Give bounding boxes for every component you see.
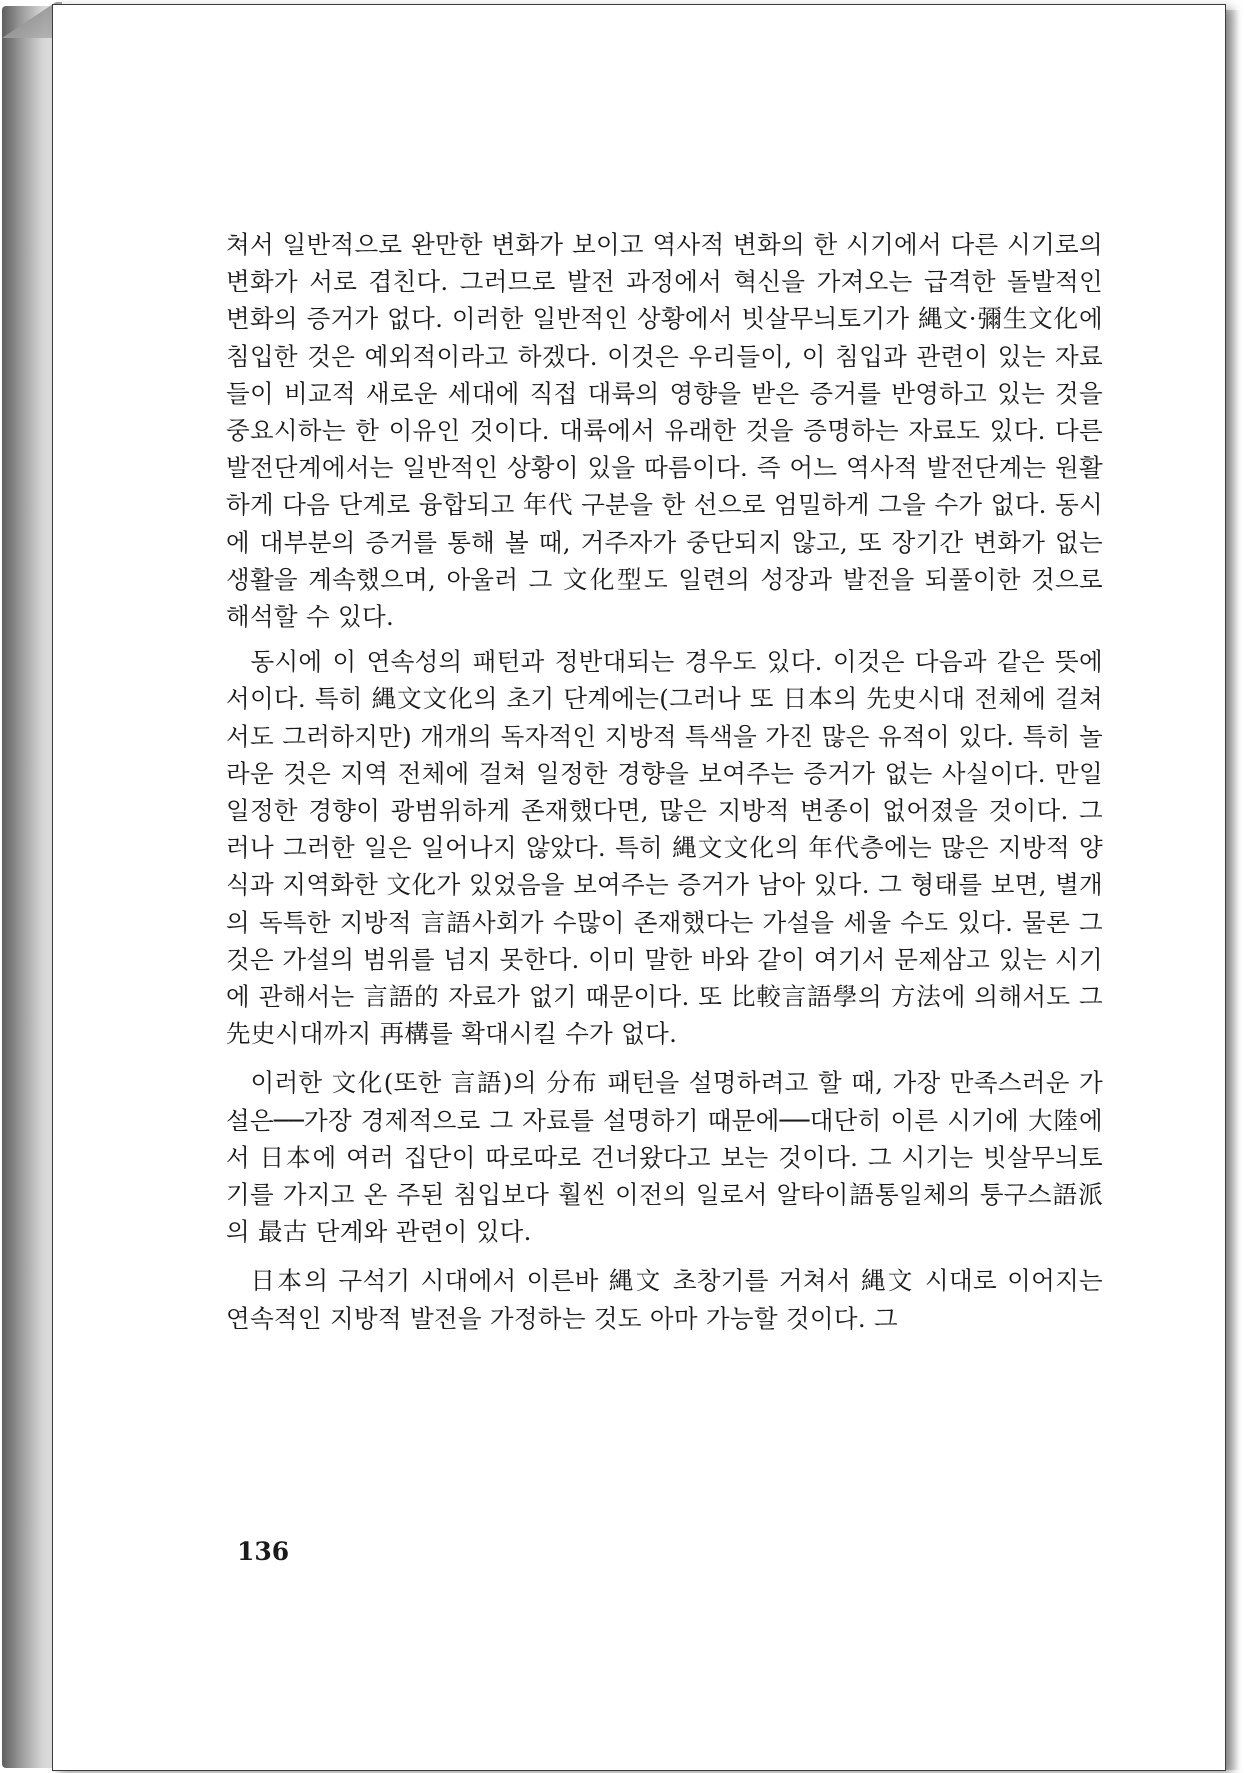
paragraph-1: 쳐서 일반적으로 완만한 변화가 보이고 역사적 변화의 한 시기에서 다른 시기로의 변화가 서로 겹친다. 그러므로 발전 과정에서 혁신을 가져오는 급격한 돌발적인 변화의 증거가 없다. 이러한 일반적인 상황에서 빗살무늬토기가 縄文·彌生文化에 침입한 것은 예외적이라고 하겠다. 이것은 우리들이, 이 침입과 관련이 있는 자료들이 비교적 새로운 세대에 직접 대륙의 영향을 받은 증거를 반영하고 있는 것을 중요시하는 한 이유인 것이다. 대륙에서 유래한 것을 증명하는 자료도 있다. 다른 발전단계에서는 일반적인 상황이 있을 따름이다. 즉 어느 역사적 발전단계는 원활하게 다음 단계로 융합되고 年代 구분을 한 선으로 엄밀하게 그을 수가 없다. 동시에 대부분의 증거를 통해 볼 때, 거주자가 중단되지 않고, 또 장기간 변화가 없는 생활을 계속했으며, 아울러 그 文化型도 일련의 성장과 발전을 되풀이한 것으로 해석할 수 있다. (226, 230, 1103, 632)
page-number: 136 (237, 1537, 290, 1566)
book-spine (2, 6, 56, 1768)
page-edge-shadow (1224, 10, 1240, 1770)
paragraph-4: 日本의 구석기 시대에서 이른바 縄文 초창기를 거쳐서 縄文 시대로 이어지는 연속적인 지방적 발전을 가정하는 것도 아마 가능할 것이다. 그 (226, 1266, 1103, 1333)
body-text (226, 226, 1103, 1337)
paragraph-3: 이러한 文化(또한 言語)의 分布 패턴을 설명하려고 할 때, 가장 만족스러운 가설은──가장 경제적으로 그 자료를 설명하기 때문에──대단히 이른 시기에 大陸에서 日本에 여러 집단이 따로따로 건너왔다고 보는 것이다. 그 시기는 빗살무늬토기를 가지고 온 주된 침입보다 훨씬 이전의 일로서 알타이語통일체의 퉁구스語派의 最古 단계와 관련이 있다. (226, 1068, 1103, 1247)
paragraph-2: 동시에 이 연속성의 패턴과 정반대되는 경우도 있다. 이것은 다음과 같은 뜻에서이다. 특히 縄文文化의 초기 단계에는(그러나 또 日本의 先史시대 전체에 걸쳐서도 그러하지만) 개개의 독자적인 지방적 특색을 가진 많은 유적이 있다. 특히 놀라운 것은 지역 전체에 걸쳐 일정한 경향을 보여주는 증거가 없는 사실이다. 만일 일정한 경향이 광범위하게 존재했다면, 많은 지방적 변종이 없어졌을 것이다. 그러나 그러한 일은 일어나지 않았다. 특히 縄文文化의 年代층에는 많은 지방적 양식과 지역화한 文化가 있었음을 보여주는 증거가 남아 있다. 그 형태를 보면, 별개의 독특한 지방적 言語사회가 수많이 존재했다는 가설을 세울 수도 있다. 물론 그것은 가설의 범위를 넘지 못한다. 이미 말한 바와 같이 여기서 문제삼고 있는 시기에 관해서는 言語的 자료가 없기 때문이다. 또 比較言語學의 方法에 의해서도 그 先史시대까지 再構를 확대시킬 수가 없다. (226, 647, 1103, 1049)
